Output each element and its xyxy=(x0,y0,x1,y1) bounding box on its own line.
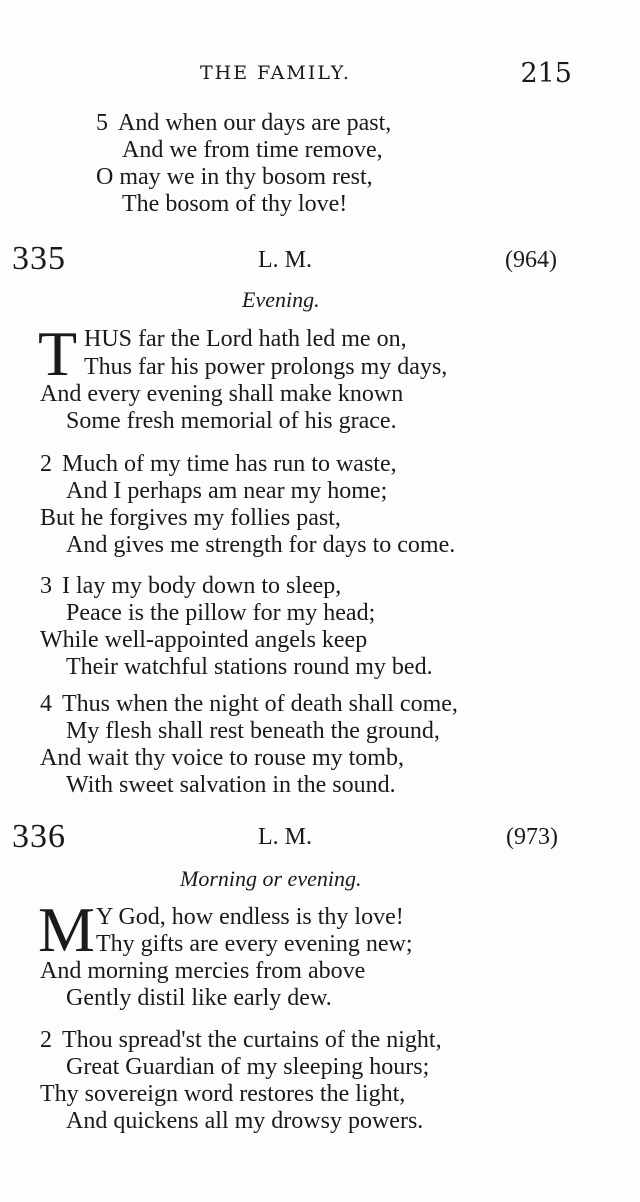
stanza-number: 3 xyxy=(40,573,52,599)
stanza-line: Thus far his power prolongs my days, xyxy=(84,354,448,380)
stanza-number: 2 xyxy=(40,1027,52,1053)
stanza-line: While well-appointed angels keep xyxy=(40,627,368,653)
stanza-line: 3 I lay my body down to sleep, xyxy=(40,573,342,599)
stanza-line: Some fresh memorial of his grace. xyxy=(66,408,397,434)
stanza-line: Their watchful stations round my bed. xyxy=(66,654,433,680)
stanza-line: 2 Much of my time has run to waste, xyxy=(40,451,397,477)
meter: L. M. xyxy=(258,247,312,273)
stanza-line: Thy sovereign word restores the light, xyxy=(40,1081,406,1107)
stanza-line: Gently distil like early dew. xyxy=(66,985,332,1011)
stanza-line: 4 Thus when the night of death shall come, xyxy=(40,691,458,717)
stanza-line: And morning mercies from above xyxy=(40,958,366,984)
stanza-line: And gives me strength for days to come. xyxy=(66,532,456,558)
stanza-line: But he forgives my follies past, xyxy=(40,505,341,531)
stanza-number: 5 xyxy=(96,110,108,136)
drop-cap: M xyxy=(38,894,95,965)
running-title: THE FAMILY. xyxy=(200,62,351,84)
stanza-line: And I perhaps am near my home; xyxy=(66,478,388,504)
hymn-title: Evening. xyxy=(242,287,320,312)
stanza-line: O may we in thy bosom rest, xyxy=(96,164,373,190)
stanza-line: The bosom of thy love! xyxy=(122,191,348,217)
tune-reference: (964) xyxy=(505,247,557,273)
stanza-line: And quickens all my drowsy powers. xyxy=(66,1108,424,1134)
stanza-line: 2 Thou spread'st the curtains of the night, xyxy=(40,1027,442,1053)
hymn-number: 335 xyxy=(12,240,66,277)
stanza-line: Y God, how endless is thy love! xyxy=(96,904,404,930)
stanza-number: 2 xyxy=(40,451,52,477)
stanza-line: And wait thy voice to rouse my tomb, xyxy=(40,745,404,771)
stanza-line: Thy gifts are every evening new; xyxy=(96,931,413,957)
page-number: 215 xyxy=(520,58,572,89)
hymn-title: Morning or evening. xyxy=(180,866,362,891)
hymn-number: 336 xyxy=(12,818,66,855)
stanza-line: With sweet salvation in the sound. xyxy=(66,772,396,798)
stanza-line: And we from time remove, xyxy=(122,137,383,163)
stanza-line: Peace is the pillow for my head; xyxy=(66,600,376,626)
stanza-number: 4 xyxy=(40,691,52,717)
drop-cap: T xyxy=(38,318,78,389)
stanza-line: My flesh shall rest beneath the ground, xyxy=(66,718,440,744)
stanza-line: HUS far the Lord hath led me on, xyxy=(84,326,407,352)
running-head xyxy=(0,58,640,92)
tune-reference: (973) xyxy=(506,824,558,850)
stanza-line: And every evening shall make known xyxy=(40,381,404,407)
stanza-line: 5 And when our days are past, xyxy=(96,110,392,136)
meter: L. M. xyxy=(258,824,312,850)
stanza-line: Great Guardian of my sleeping hours; xyxy=(66,1054,430,1080)
